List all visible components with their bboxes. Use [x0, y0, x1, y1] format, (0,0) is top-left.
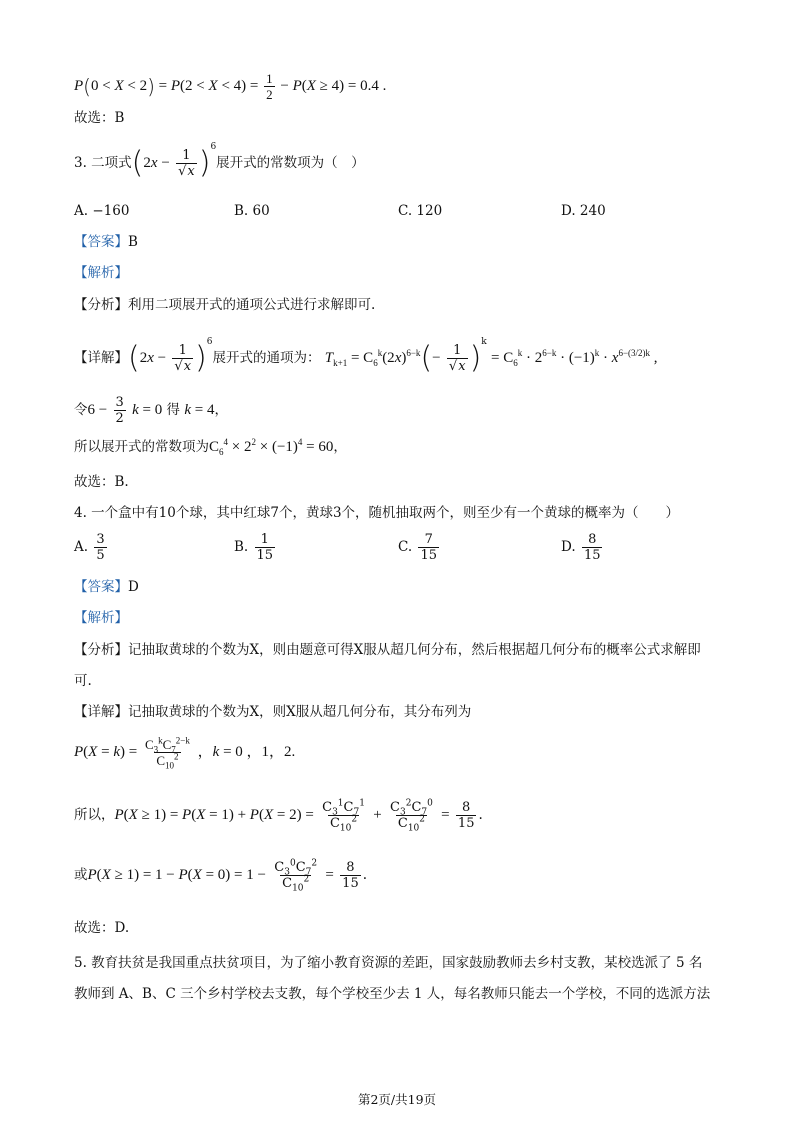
q3-option-b: B. 60 — [234, 203, 270, 219]
q3-step2: 令6 − $\frac{3}{2}$ k = 0 得 k = 4， — [74, 395, 228, 426]
q4-answer: 【答案】D — [74, 579, 139, 595]
q3-option-d: D. 240 — [561, 203, 606, 219]
q4-analysis-tag: 【解析】 — [74, 610, 128, 626]
q5-line1: 5. 教育扶贫是我国重点扶贫项目，为了缩小教育资源的差距，国家鼓励教师去乡村支教，某校选派了 5 名 — [74, 955, 703, 971]
q3-conclusion: 故选：B. — [74, 474, 129, 490]
q4-distribution: P(X = k) = $\frac{C_3^kC_7^{2-k}}{C_{10}^2}$ ，k = 0 ，1，2. — [74, 735, 296, 771]
q5-line2: 教师到 A、B、C 三个乡村学校去支教，每个学校至少去 1 人，每名教师只能去一个学校，不同的选派方法 — [74, 986, 711, 1002]
choose-b-text: 故选：B — [74, 110, 125, 126]
q4-step3: 或P(X ≥ 1) = 1 − P(X = 0) = 1 − $\frac{C_3^0C_7^2}{C_{10}^2}$ = $\frac{8}{15}$ . — [74, 858, 368, 894]
q3-option-c: C. 120 — [398, 203, 443, 219]
q4-conclusion: 故选：D. — [74, 920, 130, 936]
page-footer: 第2页/共19页 — [357, 1092, 437, 1107]
q4-step2: 所以，P(X ≥ 1) = P(X = 1) + P(X = 2) = $\frac{C_3^1C_7^1}{C_{10}^2}$ + $\frac{C_3^2C_7^0}{C_{10}^2}$ = $\frac{8}{15}$ . — [74, 798, 483, 834]
q3-fenxi: 【分析】利用二项展开式的通项公式进行求解即可. — [74, 297, 376, 313]
q3-step3: 所以展开式的常数项为$C_6^4 \times 2^2 \times (-1)^4 = 60$， — [74, 437, 347, 457]
q4-stem: 4. 一个盒中有10个球，其中红球7个，黄球3个，随机抽取两个，则至少有一个黄球的概率为（ ） — [74, 505, 680, 521]
equation-p-interval: P(0 < X < 2) = P(2 < X < 4) = $\frac{1}{2}$ − P(X ≥ 4) = 0.4 . — [74, 71, 387, 102]
q4-fenxi-line2: 可. — [74, 673, 92, 689]
q3-detail: 【详解】(2x − $\frac{1}{√x}$ )$^6$展开式的通项为： $T_{k+1} = C_6^k(2x)^{6-k}(-$ $\frac{1}{√x}$ )$^k = C_6^k \cdot 2^{6-k} \cdot (-1)^k \cdot x^{6-(3/2)k}$ , — [74, 337, 658, 376]
q3-option-a: A. −160 — [74, 203, 130, 219]
q4-detail: 【详解】记抽取黄球的个数为X，则X服从超几何分布，其分布列为 — [74, 704, 472, 720]
q3-stem: 3. 二项式(2x − $\frac{1}{√x}$ )$^6$展开式的常数项为（ ） — [74, 142, 365, 181]
q4-option-a: A. $\frac{3}{5}$ — [74, 532, 105, 563]
q4-option-c: C. $\frac{7}{15}$ — [398, 532, 437, 563]
q4-option-b: B. $\frac{1}{15}$ — [234, 532, 274, 563]
q3-analysis-tag: 【解析】 — [74, 265, 128, 281]
q3-answer: 【答案】B — [74, 234, 138, 250]
q4-fenxi-line1: 【分析】记抽取黄球的个数为X，则由题意可得X服从超几何分布，然后根据超几何分布的概率公式求解即 — [74, 642, 701, 658]
q4-option-d: D. $\frac{8}{15}$ — [561, 532, 601, 563]
